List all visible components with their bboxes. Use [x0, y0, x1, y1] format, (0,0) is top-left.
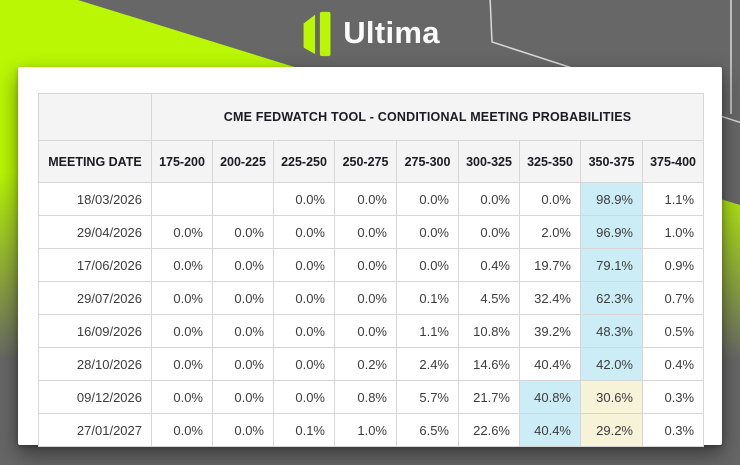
meeting-date-cell: 28/10/2026 [39, 348, 152, 381]
brand-name: Ultima [343, 14, 440, 50]
probability-cell: 39.2% [520, 315, 581, 348]
rate-range-header: 200-225 [213, 141, 274, 183]
probability-cell: 0.2% [335, 348, 397, 381]
rate-range-header: 350-375 [581, 141, 643, 183]
meeting-date-cell: 27/01/2027 [39, 414, 152, 447]
probability-cell: 0.3% [643, 381, 704, 414]
probability-cell: 0.0% [213, 381, 274, 414]
probability-cell: 4.5% [459, 282, 520, 315]
probability-cell: 0.0% [274, 183, 335, 216]
table-row [39, 249, 704, 282]
fedwatch-card [18, 67, 722, 445]
table-title-row [39, 94, 704, 141]
probability-cell: 79.1% [581, 249, 643, 282]
probability-cell: 1.0% [643, 216, 704, 249]
rate-range-header: 275-300 [397, 141, 459, 183]
ultima-logo-icon [300, 10, 334, 58]
probability-cell: 0.3% [643, 414, 704, 447]
column-header-row [39, 141, 704, 183]
probability-cell: 0.0% [459, 216, 520, 249]
rate-range-header: 325-350 [520, 141, 581, 183]
probability-cell: 32.4% [520, 282, 581, 315]
probability-cell: 0.7% [643, 282, 704, 315]
probability-cell: 1.0% [335, 414, 397, 447]
probability-cell: 10.8% [459, 315, 520, 348]
probability-cell [152, 183, 213, 216]
meeting-date-cell: 29/07/2026 [39, 282, 152, 315]
table-row [39, 414, 704, 447]
rate-range-header: 175-200 [152, 141, 213, 183]
rate-range-header: 225-250 [274, 141, 335, 183]
probability-cell: 0.4% [459, 249, 520, 282]
probability-cell: 0.5% [643, 315, 704, 348]
probability-cell: 0.0% [274, 216, 335, 249]
probability-cell: 0.0% [213, 282, 274, 315]
probability-cell: 40.8% [520, 381, 581, 414]
probability-cell: 48.3% [581, 315, 643, 348]
probability-cell: 1.1% [397, 315, 459, 348]
probability-cell: 62.3% [581, 282, 643, 315]
probability-cell: 0.0% [335, 315, 397, 348]
meeting-date-cell: 18/03/2026 [39, 183, 152, 216]
probability-cell: 0.9% [643, 249, 704, 282]
probability-cell: 0.8% [335, 381, 397, 414]
rate-range-header: 375-400 [643, 141, 704, 183]
probability-cell: 0.0% [335, 282, 397, 315]
probability-cell: 0.0% [213, 414, 274, 447]
probability-cell: 0.0% [213, 315, 274, 348]
probability-cell: 0.0% [335, 249, 397, 282]
probability-cell: 0.0% [459, 183, 520, 216]
probability-cell: 14.6% [459, 348, 520, 381]
probability-cell: 2.0% [520, 216, 581, 249]
table-title: CME FEDWATCH TOOL - CONDITIONAL MEETING PROBABILITIES [152, 94, 704, 141]
probability-cell: 0.0% [397, 216, 459, 249]
probability-cell: 6.5% [397, 414, 459, 447]
probability-cell: 0.0% [397, 249, 459, 282]
probability-cell: 0.0% [274, 348, 335, 381]
probability-cell: 0.0% [213, 249, 274, 282]
probability-cell: 42.0% [581, 348, 643, 381]
probability-cell: 30.6% [581, 381, 643, 414]
probability-cell: 0.0% [520, 183, 581, 216]
probability-cell: 0.0% [335, 216, 397, 249]
probability-cell: 0.0% [274, 249, 335, 282]
probability-cell: 0.0% [213, 216, 274, 249]
meeting-date-cell: 16/09/2026 [39, 315, 152, 348]
table-row [39, 381, 704, 414]
probability-cell: 0.1% [397, 282, 459, 315]
probability-cell: 0.0% [274, 381, 335, 414]
probability-cell: 98.9% [581, 183, 643, 216]
probability-cell: 2.4% [397, 348, 459, 381]
probability-cell: 96.9% [581, 216, 643, 249]
probability-cell: 21.7% [459, 381, 520, 414]
table-row [39, 348, 704, 381]
probability-cell: 0.0% [152, 315, 213, 348]
meeting-date-cell: 09/12/2026 [39, 381, 152, 414]
probability-cell: 29.2% [581, 414, 643, 447]
fedwatch-table [38, 93, 704, 447]
probability-cell: 0.0% [152, 348, 213, 381]
probability-cell: 5.7% [397, 381, 459, 414]
probability-cell: 40.4% [520, 414, 581, 447]
probability-cell: 22.6% [459, 414, 520, 447]
probability-cell: 0.0% [274, 282, 335, 315]
probability-cell: 0.0% [274, 315, 335, 348]
rate-range-header: 250-275 [335, 141, 397, 183]
table-row [39, 183, 704, 216]
table-row [39, 282, 704, 315]
probability-cell: 0.0% [213, 348, 274, 381]
probability-cell: 1.1% [643, 183, 704, 216]
probability-cell: 19.7% [520, 249, 581, 282]
meeting-date-cell: 29/04/2026 [39, 216, 152, 249]
probability-cell: 0.0% [335, 183, 397, 216]
probability-cell: 0.4% [643, 348, 704, 381]
probability-cell: 0.0% [152, 249, 213, 282]
ultima-logo [0, 9, 740, 59]
table-row [39, 216, 704, 249]
corner-cell [39, 94, 152, 141]
meeting-date-cell: 17/06/2026 [39, 249, 152, 282]
probability-cell: 0.0% [152, 216, 213, 249]
probability-cell: 0.1% [274, 414, 335, 447]
probability-cell: 40.4% [520, 348, 581, 381]
probability-cell [213, 183, 274, 216]
probability-cell: 0.0% [152, 414, 213, 447]
rate-range-header: 300-325 [459, 141, 520, 183]
probability-cell: 0.0% [152, 282, 213, 315]
meeting-date-header: MEETING DATE [39, 141, 152, 183]
table-row [39, 315, 704, 348]
probability-cell: 0.0% [152, 381, 213, 414]
probability-cell: 0.0% [397, 183, 459, 216]
